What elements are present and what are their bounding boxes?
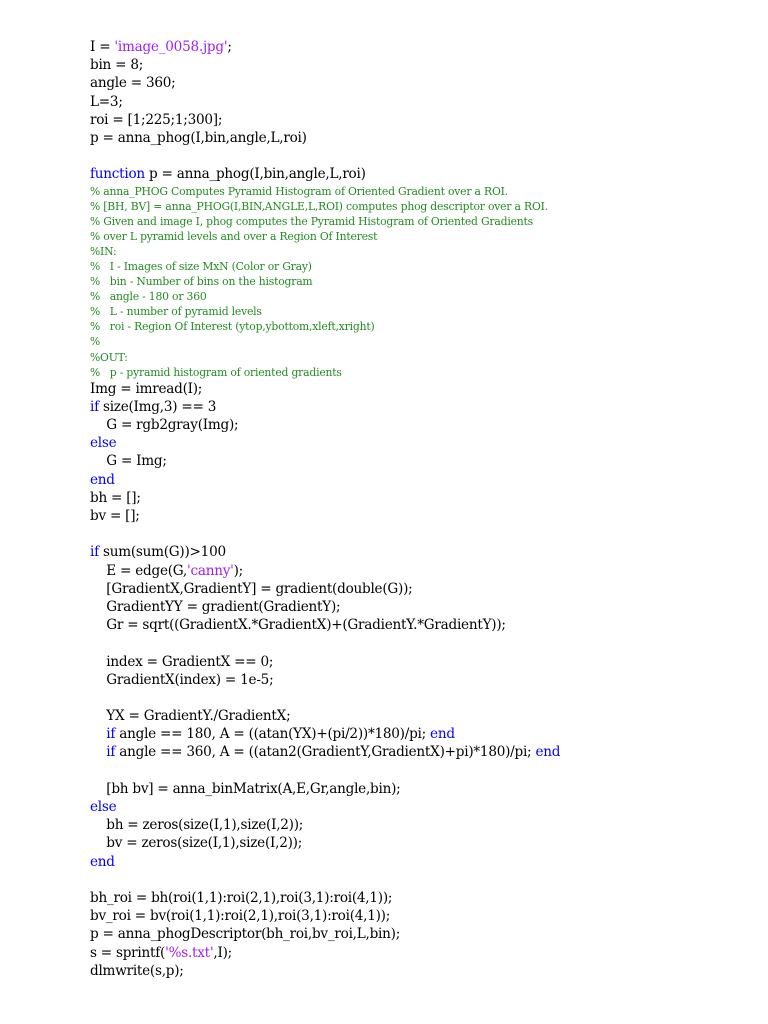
comment-line bbox=[90, 334, 750, 349]
code-text: GradientYY = gradient(GradientY); bbox=[90, 598, 341, 615]
code-text: p = anna_phog(I,bin,angle,L,roi) bbox=[144, 166, 366, 183]
code-line bbox=[90, 543, 750, 561]
code-line bbox=[90, 725, 750, 743]
code-text: Gr = sqrt((GradientX.*GradientX)+(GradientY.*GradientY)); bbox=[90, 617, 506, 634]
blank-line bbox=[90, 689, 750, 707]
code-line bbox=[90, 489, 750, 507]
keyword: if bbox=[90, 544, 99, 561]
code-text: sum(sum(G))>100 bbox=[98, 544, 226, 561]
code-text: L=3; bbox=[90, 93, 123, 110]
comment-text: % L - number of pyramid levels bbox=[90, 305, 262, 319]
code-text: index = GradientX == 0; bbox=[90, 653, 274, 670]
string-literal: 'canny' bbox=[186, 562, 234, 579]
code-line bbox=[90, 380, 750, 398]
comment-text: % I - Images of size MxN (Color or Gray) bbox=[90, 259, 312, 273]
code-line bbox=[90, 598, 750, 616]
code-line bbox=[90, 74, 750, 92]
code-line bbox=[90, 129, 750, 147]
code-text: bv = []; bbox=[90, 508, 140, 525]
code-text: angle == 360, A = ((atan2(GradientY,GradientX)+pi)*180)/pi; bbox=[115, 744, 536, 761]
code-line bbox=[90, 165, 750, 183]
comment-line bbox=[90, 319, 750, 334]
code-line bbox=[90, 56, 750, 74]
code-text: bh_roi = bh(roi(1,1):roi(2,1),roi(3,1):roi(4,1)); bbox=[90, 889, 393, 906]
code-line bbox=[90, 671, 750, 689]
code-text: ; bbox=[227, 39, 232, 55]
comment-line bbox=[90, 304, 750, 319]
keyword: end bbox=[90, 471, 115, 488]
comment-text: % angle - 180 or 360 bbox=[90, 290, 207, 304]
comment-text: % bbox=[90, 335, 101, 349]
keyword: if bbox=[106, 726, 116, 743]
code-text: roi = [1;225;1;300]; bbox=[90, 111, 223, 128]
comment-line bbox=[90, 199, 750, 214]
code-line bbox=[90, 580, 750, 598]
comment-text: % Given and image I, phog computes the Pyramid Histogram of Oriented Gradients bbox=[90, 214, 533, 228]
code-document bbox=[90, 38, 750, 980]
comment-text: % anna_PHOG Computes Pyramid Histogram of Oriented Gradient over a ROI. bbox=[90, 184, 508, 198]
keyword: end bbox=[430, 726, 455, 743]
code-text: bv = zeros(size(I,1),size(I,2)); bbox=[90, 835, 303, 852]
code-line bbox=[90, 707, 750, 725]
comment-line bbox=[90, 214, 750, 229]
code-text: GradientX(index) = 1e-5; bbox=[90, 671, 274, 688]
code-line bbox=[90, 853, 750, 871]
code-text: E = edge(G, bbox=[90, 562, 187, 579]
code-text bbox=[90, 744, 106, 760]
comment-line bbox=[90, 365, 750, 380]
string-literal: 'image_0058.jpg' bbox=[114, 39, 228, 55]
code-line bbox=[90, 562, 750, 580]
code-line bbox=[90, 743, 750, 761]
blank-line bbox=[90, 634, 750, 652]
code-line bbox=[90, 434, 750, 452]
keyword: if bbox=[106, 744, 116, 761]
code-text: G = Img; bbox=[90, 453, 167, 470]
keyword: function bbox=[90, 166, 145, 183]
code-line bbox=[90, 816, 750, 834]
code-line bbox=[90, 507, 750, 525]
code-line bbox=[90, 962, 750, 980]
blank-line bbox=[90, 762, 750, 780]
code-text: [GradientX,GradientY] = gradient(double(G)); bbox=[90, 580, 413, 597]
code-text: size(Img,3) == 3 bbox=[98, 398, 217, 415]
code-line bbox=[90, 798, 750, 816]
blank-line bbox=[90, 525, 750, 543]
code-line bbox=[90, 907, 750, 925]
code-text: p = anna_phog(I,bin,angle,L,roi) bbox=[90, 129, 307, 146]
code-line bbox=[90, 616, 750, 634]
comment-text: %OUT: bbox=[90, 350, 128, 364]
code-text: dlmwrite(s,p); bbox=[90, 962, 184, 979]
comment-line bbox=[90, 184, 750, 199]
keyword: end bbox=[90, 853, 115, 870]
comment-line bbox=[90, 350, 750, 365]
comment-text: % roi - Region Of Interest (ytop,ybottom,xleft,xright) bbox=[90, 320, 375, 334]
code-text: angle == 180, A = ((atan(YX)+(pi/2))*180)/pi; bbox=[115, 726, 431, 743]
code-text: ,I); bbox=[213, 944, 232, 961]
code-line bbox=[90, 111, 750, 129]
code-text: ); bbox=[233, 562, 244, 579]
code-text: I = bbox=[90, 39, 115, 55]
code-text: bv_roi = bv(roi(1,1):roi(2,1),roi(3,1):roi(4,1)); bbox=[90, 908, 391, 925]
blank-line bbox=[90, 147, 750, 165]
comment-text: % p - pyramid histogram of oriented gradients bbox=[90, 365, 342, 379]
comment-line bbox=[90, 259, 750, 274]
comment-text: % over L pyramid levels and over a Region Of Interest bbox=[90, 229, 378, 243]
blank-line bbox=[90, 871, 750, 889]
code-line bbox=[90, 889, 750, 907]
code-line bbox=[90, 925, 750, 943]
comment-text: % [BH, BV] = anna_PHOG(I,BIN,ANGLE,L,ROI) computes phog descriptor over a ROI. bbox=[90, 199, 548, 213]
code-text: p = anna_phogDescriptor(bh_roi,bv_roi,L,bin); bbox=[90, 926, 401, 943]
comment-line bbox=[90, 289, 750, 304]
comment-text: % bin - Number of bins on the histogram bbox=[90, 275, 313, 289]
comment-line bbox=[90, 274, 750, 289]
code-text: bin = 8; bbox=[90, 57, 144, 74]
code-text: bh = zeros(size(I,1),size(I,2)); bbox=[90, 817, 304, 834]
code-text: [bh bv] = anna_binMatrix(A,E,Gr,angle,bin); bbox=[90, 780, 401, 797]
code-text: angle = 360; bbox=[90, 75, 176, 92]
comment-line bbox=[90, 244, 750, 259]
code-line bbox=[90, 780, 750, 798]
string-literal: '%s.txt' bbox=[165, 944, 214, 961]
code-line bbox=[90, 834, 750, 852]
code-text: bh = []; bbox=[90, 489, 141, 506]
code-text: G = rgb2gray(Img); bbox=[90, 417, 239, 434]
comment-line bbox=[90, 229, 750, 244]
code-line bbox=[90, 398, 750, 416]
keyword: else bbox=[90, 799, 117, 816]
keyword: else bbox=[90, 435, 117, 452]
keyword: if bbox=[90, 398, 99, 415]
code-line bbox=[90, 944, 750, 962]
code-text: Img = imread(I); bbox=[90, 380, 203, 397]
code-line bbox=[90, 452, 750, 470]
code-text: s = sprintf( bbox=[90, 944, 166, 961]
code-line bbox=[90, 93, 750, 111]
keyword: end bbox=[535, 744, 561, 761]
code-line bbox=[90, 653, 750, 671]
code-line bbox=[90, 38, 750, 56]
comment-text: %IN: bbox=[90, 244, 117, 258]
code-line bbox=[90, 471, 750, 489]
code-text: YX = GradientY./GradientX; bbox=[90, 708, 291, 725]
code-text bbox=[90, 726, 106, 742]
code-line bbox=[90, 416, 750, 434]
